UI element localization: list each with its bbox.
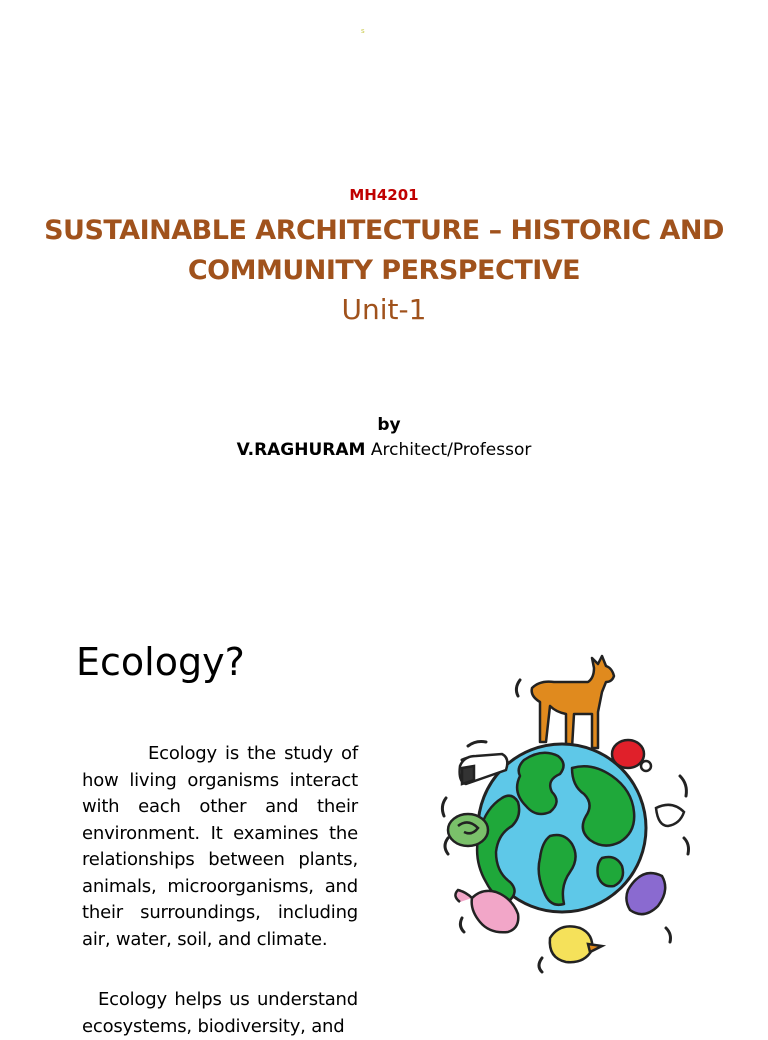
section-heading: Ecology? xyxy=(76,640,245,684)
document-title: SUSTAINABLE ARCHITECTURE – HISTORIC AND COMMUNITY PERSPECTIVE xyxy=(44,215,724,286)
author-name: V.RAGHURAM xyxy=(236,440,366,460)
snail-icon xyxy=(448,814,488,846)
ecology-paragraph-1: Ecology is the study of how living organisms interact with each other and their environment. It examines the relationships between plants, animals, microorganisms, and their surroundings, including air, water, soil, and climate. xyxy=(82,743,358,950)
turtle-icon xyxy=(612,740,651,771)
ecology-paragraph-2: Ecology helps us understand ecosystems, biodiversity, and xyxy=(82,989,358,1037)
unit-label: Unit-1 xyxy=(341,293,427,326)
author-line xyxy=(0,440,768,460)
globe-with-animals-icon xyxy=(432,648,700,978)
course-code: MH4201 xyxy=(349,186,419,204)
page-mark: s xyxy=(361,27,365,35)
author-role: Architect/Professor xyxy=(370,440,532,460)
duck-icon xyxy=(550,926,602,962)
purple-animal-icon xyxy=(626,873,665,914)
bird-icon xyxy=(656,805,684,826)
by-label: by xyxy=(377,415,401,435)
deer-icon xyxy=(532,656,614,748)
